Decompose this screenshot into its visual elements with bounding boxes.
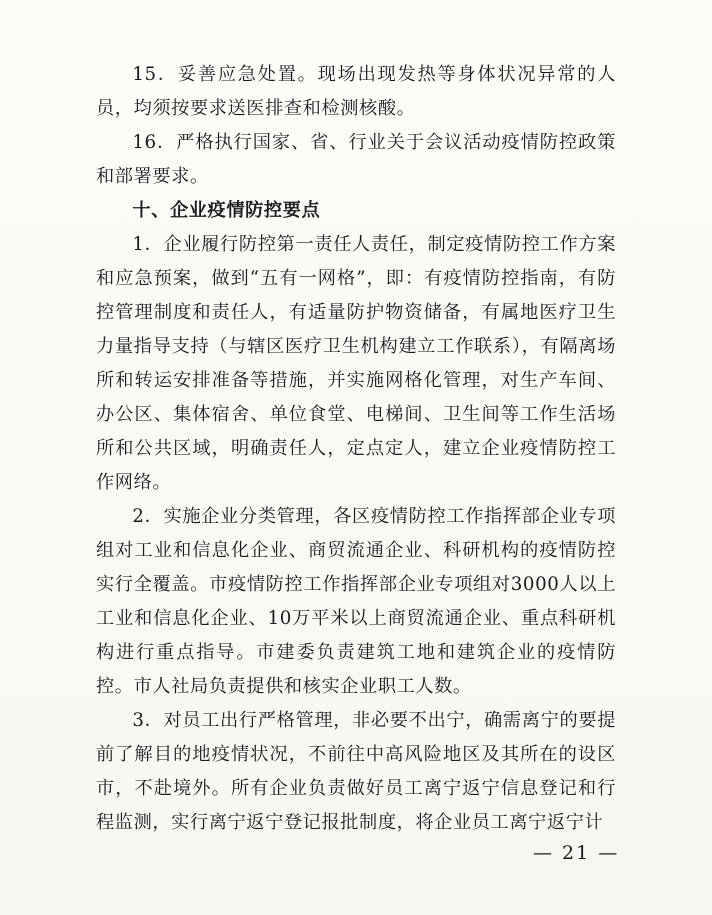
paragraph-item-16: 16．严格执行国家、省、行业关于会议活动疫情防控政策和部署要求。 bbox=[96, 132, 616, 187]
page-number: — 21 — bbox=[533, 842, 620, 864]
document-body bbox=[96, 58, 616, 840]
paragraph-item-15: 15．妥善应急处置。现场出现发热等身体状况异常的人员，均须按要求送医排查和检测核酸。 bbox=[96, 64, 616, 119]
paragraph-item-3: 3．对员工出行严格管理，非必要不出宁，确需离宁的要提前了解目的地疫情状况，不前往中高风险地区及其所在的设区市，不赴境外。所有企业负责做好员工离宁返宁信息登记和行程监测，实行离宁返宁登记报批制度，将企业员工离宁返宁计 bbox=[96, 710, 616, 833]
section-heading: 十、企业疫情防控要点 bbox=[132, 200, 321, 221]
paragraph-item-2: 2．实施企业分类管理，各区疫情防控工作指挥部企业专项组对工业和信息化企业、商贸流通企业、科研机构的疫情防控实行全覆盖。市疫情防控工作指挥部企业专项组对3000人以上工业和信息化企业、10万平米以上商贸流通企业、重点科研机构进行重点指导。市建委负责建筑工地和建筑企业的疫情防控。市人社局负责提供和核实企业职工人数。 bbox=[96, 506, 616, 697]
paragraph-item-1: 1．企业履行防控第一责任人责任，制定疫情防控工作方案和应急预案，做到“五有一网格”，即：有疫情防控指南，有防控管理制度和责任人，有适量防护物资储备，有属地医疗卫生力量指导支持（与辖区医疗卫生机构建立工作联系），有隔离场所和转运安排准备等措施，并实施网格化管理，对生产车间、办公区、集体宿舍、单位食堂、电梯间、卫生间等工作生活场所和公共区域，明确责任人，定点定人，建立企业疫情防控工作网络。 bbox=[96, 234, 616, 493]
